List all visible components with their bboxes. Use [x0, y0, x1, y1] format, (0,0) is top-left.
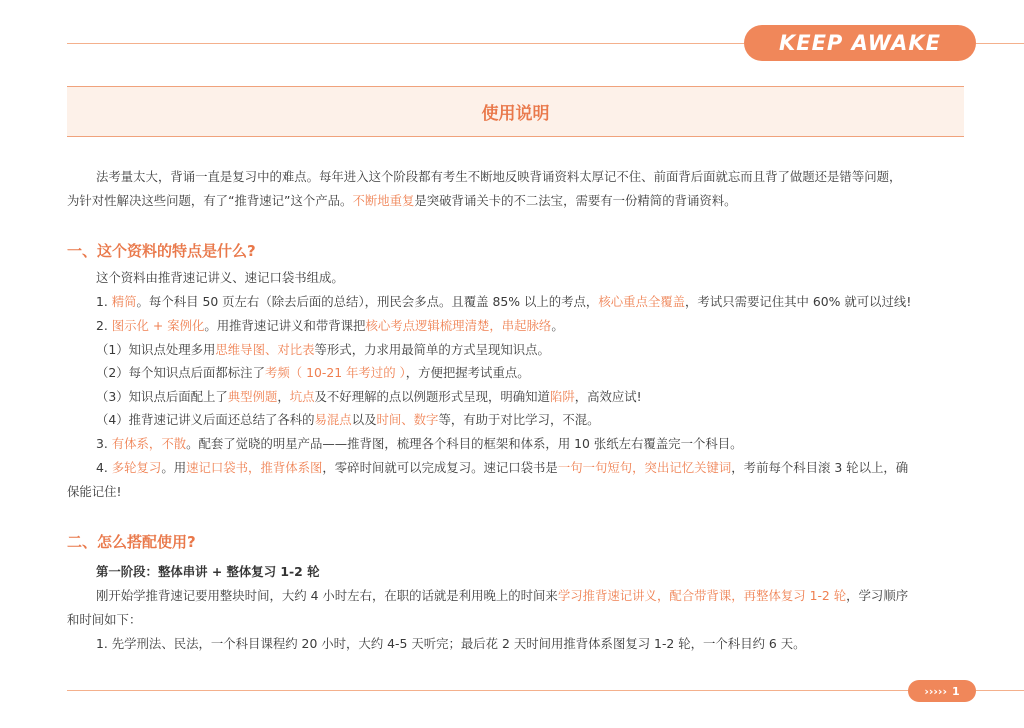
brand-text: KEEP AWAKE — [778, 31, 942, 55]
body-text: 为针对性解决这些问题，有了“推背速记”这个产品。 — [67, 193, 353, 208]
highlight-text: 考频（ 10-21 年考过的 ） — [264, 365, 406, 380]
highlight-text: 有体系，不散 — [111, 436, 187, 451]
section-heading-1: 一、这个资料的特点是什么? — [67, 242, 256, 260]
section1-line — [96, 436, 743, 452]
section2-line — [96, 588, 908, 604]
highlight-text: 思维导图、对比表 — [215, 342, 315, 357]
highlight-text: 图示化 + 案例化 — [111, 318, 205, 333]
highlight-text: 坑点 — [289, 389, 315, 404]
body-text: 4. — [96, 460, 112, 475]
chevrons-icon: ››››› — [924, 684, 947, 698]
body-text: （2）每个知识点后面都标注了 — [96, 365, 265, 380]
highlight-text: 典型例题 — [227, 389, 278, 404]
body-text: ， — [277, 389, 290, 404]
section1-line — [96, 318, 564, 334]
body-text: 和时间如下： — [67, 612, 142, 627]
title-band — [67, 86, 964, 137]
body-text: 。用推背速记讲义和带背课把 — [204, 318, 366, 333]
highlight-text: 学习推背速记讲义，配合带背课，再整体复习 1-2 轮 — [557, 588, 847, 603]
body-text: 刚开始学推背速记要用整块时间，大约 4 小时左右，在职的话就是利用晚上的时间来 — [96, 588, 558, 603]
intro-line-2 — [67, 193, 737, 209]
highlight-text: 不断地重复 — [352, 193, 415, 208]
section1-line — [67, 484, 122, 500]
highlight-text: 速记口袋书，推背体系图 — [186, 460, 323, 475]
body-text: 1. — [96, 294, 112, 309]
body-text: 及不好理解的点以例题形式呈现，明确知道 — [314, 389, 550, 404]
highlight-text: 核心重点全覆盖 — [598, 294, 686, 309]
highlight-text: 核心考点逻辑梳理清楚，串起脉络 — [365, 318, 552, 333]
page-number: 1 — [952, 684, 960, 698]
highlight-text: 精简 — [111, 294, 137, 309]
body-text: ，考试只需要记住其中 60% 就可以过线! — [685, 294, 912, 309]
body-text: （1）知识点处理多用 — [96, 342, 216, 357]
section1-line — [96, 389, 642, 405]
body-text: 。用 — [161, 460, 187, 475]
header-rule-right — [976, 43, 1024, 44]
section-heading-2: 二、怎么搭配使用? — [67, 533, 196, 551]
body-text: 是突破背诵关卡的不二法宝，需要有一份精简的背诵资料。 — [414, 193, 737, 208]
section1-line — [96, 342, 550, 358]
brand-badge — [744, 25, 976, 61]
body-text: 保能记住! — [67, 484, 122, 499]
body-text: ，考前每个科目滚 3 轮以上，确 — [731, 460, 909, 475]
highlight-text: 时间、数字 — [376, 412, 439, 427]
highlight-text: 一句一句短句，突出记忆关键词 — [557, 460, 732, 475]
body-text: （4）推背速记讲义后面还总结了各科的 — [96, 412, 315, 427]
section1-line — [96, 460, 908, 476]
highlight-text: 陷阱 — [549, 389, 575, 404]
section2-line — [96, 636, 806, 652]
body-text: 1. 先学刑法、民法，一个科目课程约 20 小时，大约 4-5 天听完；最后花 2 天时间用推背体系图复习 1-2 轮，一个科目约 6 天。 — [96, 636, 806, 651]
body-text: 。配套了觉晓的明星产品——推背图，梳理各个科目的框架和体系，用 10 张纸左右覆盖完一个科目。 — [186, 436, 743, 451]
body-text: ，学习顺序 — [846, 588, 909, 603]
footer-rule-right — [976, 690, 1024, 691]
section2-line — [67, 612, 141, 628]
page-number-badge — [908, 680, 976, 702]
body-text: （3）知识点后面配上了 — [96, 389, 228, 404]
body-text: ，方便把握考试重点。 — [405, 365, 530, 380]
body-text: ，高效应试! — [574, 389, 642, 404]
body-text: 2. — [96, 318, 112, 333]
body-text: 等，有助于对比学习，不混。 — [438, 412, 600, 427]
highlight-text: 易混点 — [314, 412, 352, 427]
body-text: 等形式，力求用最简单的方式呈现知识点。 — [314, 342, 550, 357]
section1-line — [96, 270, 344, 286]
header-rule-left — [67, 43, 744, 44]
highlight-text: 多轮复习 — [111, 460, 162, 475]
body-text: 。 — [551, 318, 564, 333]
footer-rule-left — [67, 690, 908, 691]
body-text: 这个资料由推背速记讲义、速记口袋书组成。 — [96, 270, 344, 285]
body-text: 以及 — [351, 412, 377, 427]
page-title: 使用说明 — [481, 104, 550, 124]
intro-line-1: 法考量太大，背诵一直是复习中的难点。每年进入这个阶段都有考生不断地反映背诵资料太厚记不住、前面背后面就忘而且背了做题还是错等问题， — [96, 169, 902, 184]
section1-line — [96, 412, 600, 428]
stage-heading: 第一阶段：整体串讲 + 整体复习 1-2 轮 — [96, 564, 320, 579]
body-text: 。每个科目 50 页左右（除去后面的总结），刑民会多点。且覆盖 85% 以上的考点， — [136, 294, 599, 309]
section1-line — [96, 294, 911, 310]
section1-line — [96, 365, 530, 381]
body-text: 3. — [96, 436, 112, 451]
body-text: ，零碎时间就可以完成复习。速记口袋书是 — [322, 460, 558, 475]
